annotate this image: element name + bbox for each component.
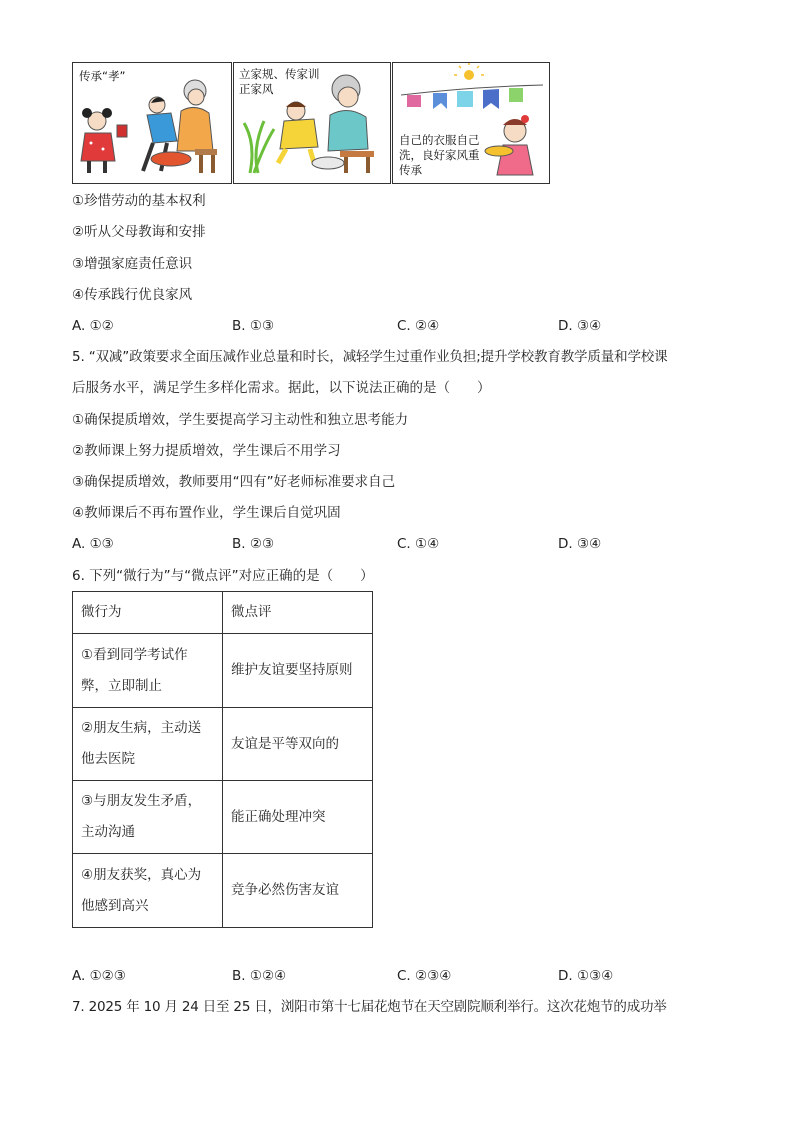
behavior-line-2: 他感到高兴 — [81, 897, 149, 914]
table-header-row — [73, 592, 373, 634]
q4-item-3: ③增强家庭责任意识 — [72, 256, 193, 272]
table-row — [73, 854, 373, 928]
panel-2-caption: 立家规、传家训 正家风 — [239, 67, 320, 96]
table-cell-behavior — [73, 854, 223, 928]
table-header-comment: 微点评 — [223, 592, 373, 634]
comic-panel-3 — [392, 62, 550, 184]
behavior-line-1: ④朋友获奖，真心为 — [81, 866, 202, 883]
q4-option-b: B. ①③ — [232, 318, 275, 334]
comic-panel-2 — [233, 62, 391, 184]
table-cell-comment: 友谊是平等双向的 — [223, 708, 373, 781]
behavior-line-2: 他去医院 — [81, 751, 135, 767]
behavior-line-2: 弊，立即制止 — [81, 677, 162, 694]
table-cell-behavior — [73, 708, 223, 781]
q4-item-4: ④传承践行优良家风 — [72, 287, 193, 303]
q5-item-2: ②教师课上努力提质增效，学生课后不用学习 — [72, 443, 341, 459]
q5-stem-line-1: 5. “双减”政策要求全面压减作业总量和时长，减轻学生过重作业负担;提升学校教育教学质量和学校课 — [72, 349, 668, 365]
q5-stem-line-2: 后服务水平，满足学生多样化需求。据此，以下说法正确的是（ ） — [72, 380, 491, 396]
q6-option-b: B. ①②④ — [232, 968, 287, 984]
behavior-line-1: ①看到同学考试作 — [81, 646, 188, 663]
behavior-comment-table — [72, 591, 373, 928]
q5-item-4: ④教师课后不再布置作业，学生课后自觉巩固 — [72, 505, 341, 521]
q6-option-a: A. ①②③ — [72, 968, 126, 984]
table-header-behavior: 微行为 — [73, 592, 223, 634]
table-cell-behavior — [73, 634, 223, 708]
table-row — [73, 634, 373, 708]
q6-stem: 6. 下列“微行为”与“微点评”对应正确的是（ ） — [72, 568, 374, 584]
q4-option-d: D. ③④ — [558, 318, 602, 334]
q4-item-2: ②听从父母教诲和安排 — [72, 224, 206, 240]
q5-option-a: A. ①③ — [72, 536, 114, 552]
table-row — [73, 708, 373, 781]
comic-panel-1 — [72, 62, 232, 184]
table-cell-comment: 能正确处理冲突 — [223, 781, 373, 854]
behavior-line-1: ②朋友生病，主动送 — [81, 720, 202, 736]
behavior-line-2: 主动沟通 — [81, 824, 135, 840]
q4-item-1: ①珍惜劳动的基本权利 — [72, 193, 206, 209]
q6-option-c: C. ②③④ — [397, 968, 452, 984]
q7-stem-line-1: 7. 2025 年 10 月 24 日至 25 日，浏阳市第十七届花炮节在天空剧院顺利举行。这次花炮节的成功举 — [72, 999, 667, 1015]
panel-3-caption: 自己的衣服自己 洗，良好家风重 传承 — [399, 133, 480, 177]
q5-option-b: B. ②③ — [232, 536, 275, 552]
q5-item-1: ①确保提质增效，学生要提高学习主动性和独立思考能力 — [72, 412, 409, 428]
table-cell-comment: 竞争必然伤害友谊 — [223, 854, 373, 928]
q4-option-a: A. ①② — [72, 318, 114, 334]
q5-option-d: D. ③④ — [558, 536, 602, 552]
q6-option-d: D. ①③④ — [558, 968, 614, 984]
table-row — [73, 781, 373, 854]
q4-option-c: C. ②④ — [397, 318, 440, 334]
q5-item-3: ③确保提质增效，教师要用“四有”好老师标准要求自己 — [72, 474, 396, 490]
panel-1-caption: 传承“孝” — [79, 69, 126, 83]
table-cell-comment: 维护友谊要坚持原则 — [223, 634, 373, 708]
table-cell-behavior — [73, 781, 223, 854]
behavior-line-1: ③与朋友发生矛盾， — [81, 793, 202, 809]
q5-option-c: C. ①④ — [397, 536, 440, 552]
